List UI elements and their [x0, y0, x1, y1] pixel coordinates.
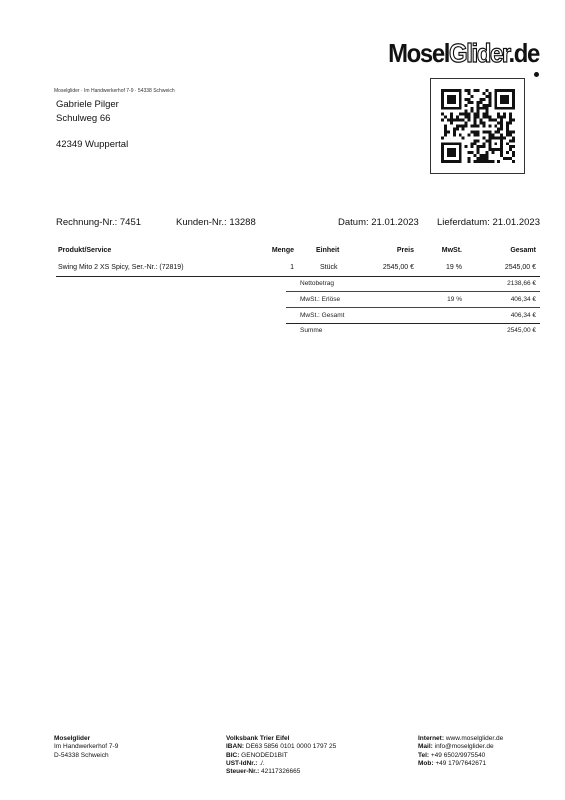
footer-tax-label: Steuer-Nr.: — [226, 768, 260, 776]
footer-tax: 42117326665 — [261, 768, 301, 776]
footer-web[interactable]: www.moselglider.de — [445, 735, 504, 742]
footer-company-name: Moselglider — [54, 735, 91, 742]
footer-mob: +49 179/7642671 — [435, 759, 487, 767]
footer-mail[interactable]: info@moselglider.de — [434, 743, 494, 751]
header-vat: MwSt. — [441, 247, 462, 254]
summary-divider — [286, 291, 540, 292]
footer-iban: DE63 5856 0101 0000 1797 25 — [245, 743, 337, 751]
footer-bank-name: Volksbank Trier Eifel — [226, 735, 290, 742]
vat-rev-value: 406,34 € — [510, 296, 536, 303]
footer-contact — [418, 735, 503, 768]
vat-rev-rate: 19 % — [447, 296, 462, 303]
customer-number: Kunden-Nr.: 13288 — [176, 217, 256, 228]
footer-company-street: Im Handwerkerhof 7-9 — [54, 743, 119, 751]
summary-divider — [286, 323, 540, 324]
footer-tel-label: Tel: — [418, 751, 430, 759]
footer-mob-label: Mob: — [418, 759, 434, 767]
row-vat: 19 % — [446, 264, 462, 271]
invoice-date: Datum: 21.01.2023 — [338, 217, 419, 228]
row-price: 2545,00 € — [382, 264, 414, 271]
qr-code-frame — [430, 78, 525, 174]
footer-mail-label: Mail: — [418, 743, 433, 751]
recipient-city: 42349 Wuppertal — [56, 139, 129, 150]
company-logo: MoselGlider.de — [388, 38, 539, 68]
header-total: Gesamt — [510, 247, 536, 254]
footer-bic-label: BIC: — [226, 751, 240, 759]
vat-rev-label: MwSt.: Erlöse — [300, 296, 341, 303]
net-value: 2138,66 € — [507, 280, 536, 287]
recipient-name: Gabriele Pilger — [56, 99, 119, 110]
net-label: Nettobetrag — [300, 280, 334, 287]
footer-ust: ./. — [259, 759, 265, 767]
table-divider — [56, 276, 540, 277]
header-price: Preis — [396, 247, 414, 254]
delivery-date: Lieferdatum: 21.01.2023 — [437, 217, 540, 228]
logo-dot — [534, 72, 539, 77]
footer-company-city: D-54338 Schweich — [54, 751, 109, 759]
header-qty: Menge — [271, 247, 294, 254]
footer-company — [54, 735, 118, 760]
sum-value: 2545,00 € — [507, 327, 536, 334]
header-unit: Einheit — [316, 247, 340, 254]
footer-web-label: Internet: — [418, 735, 444, 742]
qr-code — [441, 89, 515, 163]
footer-bic: GENODED1BIT — [241, 751, 288, 759]
invoice-number: Rechnung-Nr.: 7451 — [56, 217, 142, 228]
footer-tel: +49 6502/9975540 — [430, 751, 486, 759]
row-qty: 1 — [290, 264, 294, 271]
header-product: Produkt/Service — [58, 247, 112, 254]
sender-line: Moselglider · Im Handwerkerhof 7-9 · 54338 Schweich — [54, 88, 175, 94]
vat-total-value: 406,34 € — [510, 312, 536, 319]
footer-ust-label: UST-IdNr.: — [226, 759, 258, 767]
row-unit: Stück — [320, 264, 338, 271]
sum-label: Summe — [300, 327, 323, 334]
row-total: 2545,00 € — [504, 264, 536, 271]
summary-divider — [286, 307, 540, 308]
row-product: Swing Mito 2 XS Spicy, Ser.-Nr.: (72819) — [58, 264, 184, 271]
vat-total-label: MwSt.: Gesamt — [300, 312, 345, 319]
footer-iban-label: IBAN: — [226, 743, 245, 751]
footer-bank — [226, 735, 336, 776]
recipient-street: Schulweg 66 — [56, 113, 111, 124]
